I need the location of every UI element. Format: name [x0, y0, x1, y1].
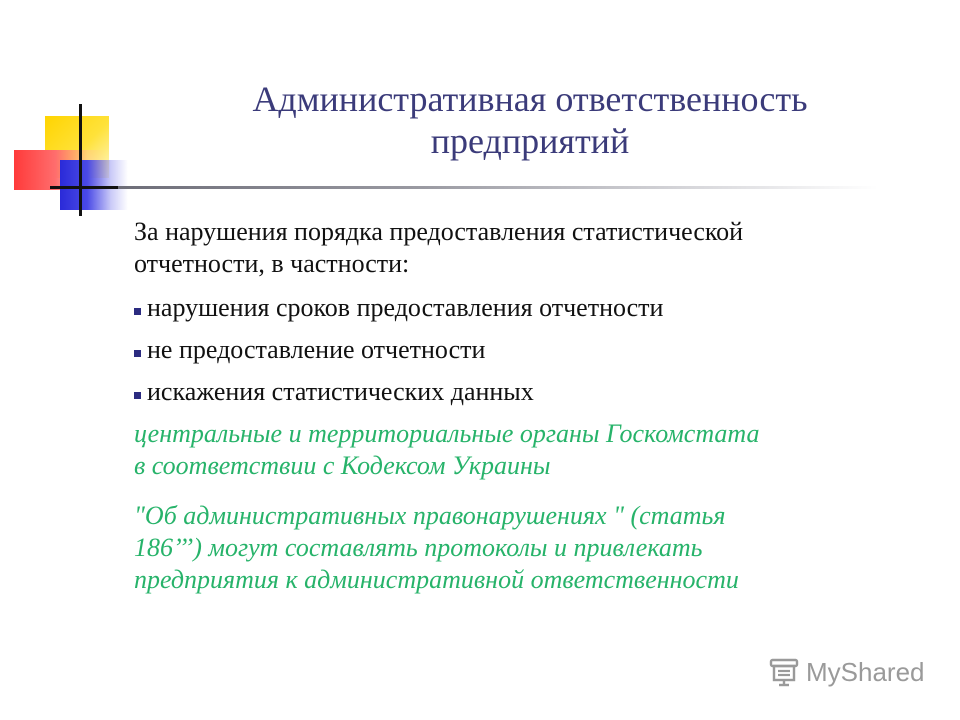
intro-text	[134, 216, 924, 280]
square-bullet-icon	[134, 392, 141, 399]
note-line: центральные и территориальные органы Госкомстата	[134, 419, 760, 448]
decor-vertical-line	[79, 104, 82, 216]
slide-title-line: предприятий	[430, 121, 630, 161]
title-underline-rule	[118, 186, 878, 189]
slide-body	[134, 216, 924, 596]
note-line: предприятия к административной ответственности	[134, 565, 739, 594]
square-bullet-icon	[134, 350, 141, 357]
note-paragraph	[134, 418, 924, 482]
slide-title	[150, 78, 910, 162]
note-line: 186’’’) могут составлять протоколы и привлекать	[134, 533, 703, 562]
bullet-item	[134, 334, 924, 366]
myshared-watermark	[768, 656, 925, 688]
bullet-text: нарушения сроков предоставления отчетности	[147, 293, 664, 322]
decor-blue-bar	[60, 160, 128, 210]
slide-title-line: Административная ответственность	[252, 79, 808, 119]
watermark-text: MyShared	[806, 656, 925, 687]
note-line: "Об административных правонарушениях " (статья	[134, 501, 726, 530]
square-bullet-icon	[134, 308, 141, 315]
bullet-text: искажения статистических данных	[147, 377, 534, 406]
intro-line: За нарушения порядка предоставления статистической	[134, 217, 744, 246]
bullet-item	[134, 376, 924, 408]
myshared-logo-icon	[768, 656, 800, 688]
bullet-text: не предоставление отчетности	[147, 335, 486, 364]
note-paragraph	[134, 500, 924, 596]
note-line: в соответствии с Кодексом Украины	[134, 451, 551, 480]
intro-line: отчетности, в частности:	[134, 249, 410, 278]
bullet-item	[134, 292, 924, 324]
